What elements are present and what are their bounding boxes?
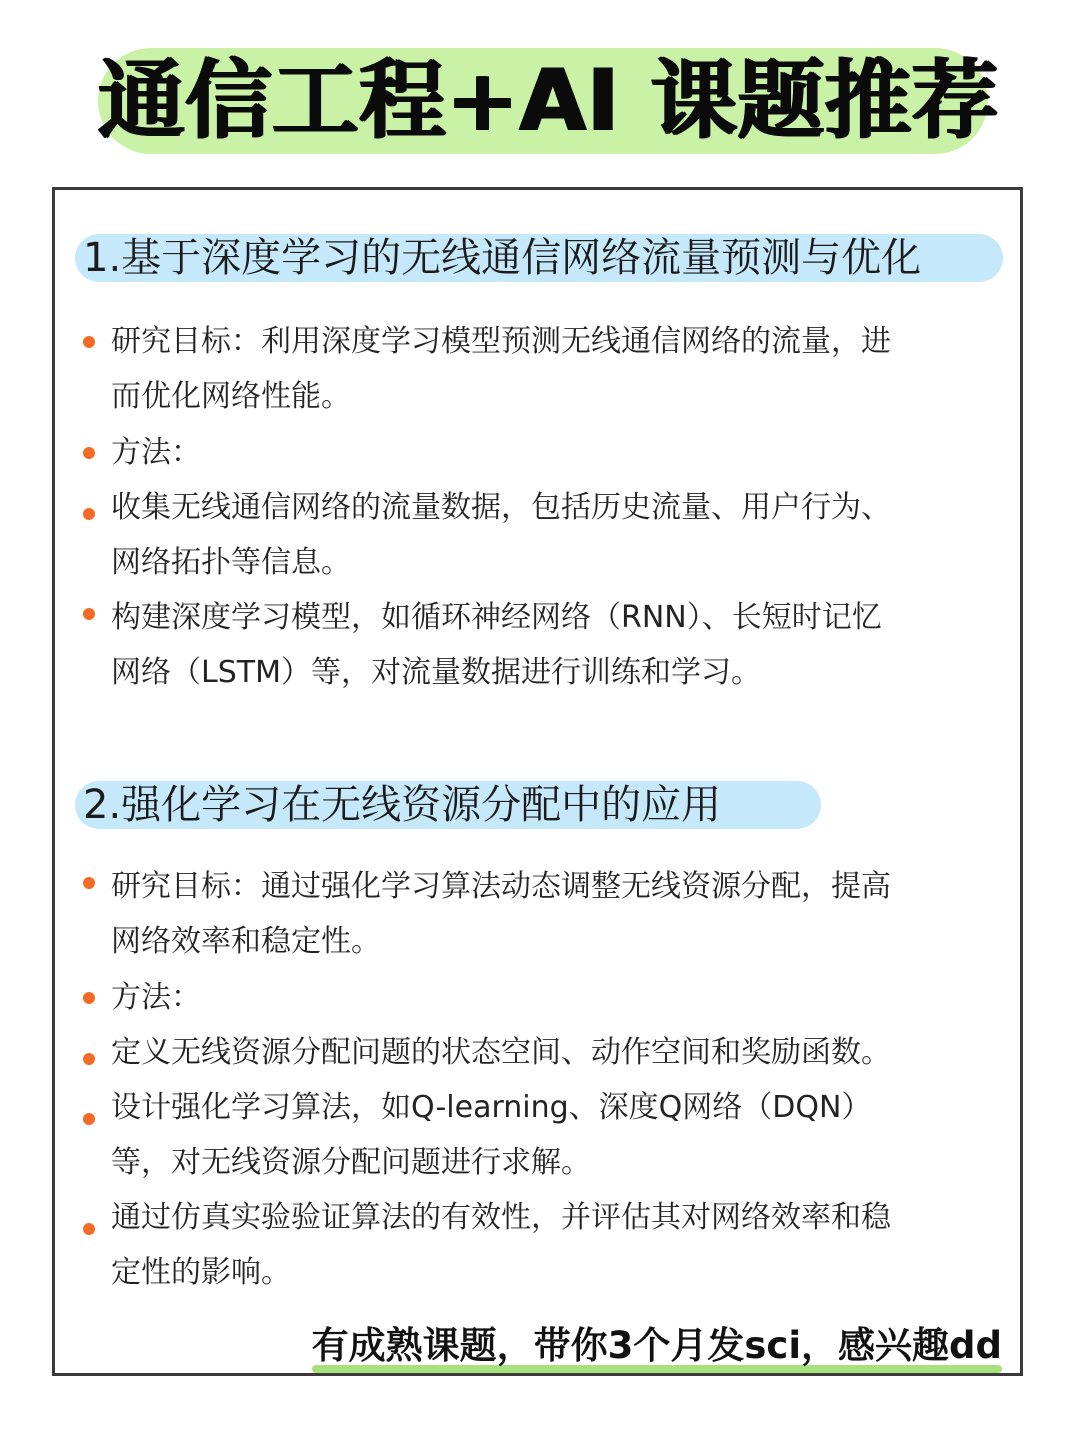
bullet-dot-icon: [83, 508, 95, 520]
bullet-dot-icon: [83, 1113, 95, 1125]
page-title: [98, 42, 999, 160]
bullet-line: 方法：: [111, 980, 201, 1015]
bullet-dot-icon: [83, 336, 95, 348]
bullet-line: 通过仿真实验验证算法的有效性，并评估其对网络效率和稳: [111, 1200, 891, 1235]
bullet-line: 定义无线资源分配问题的状态空间、动作空间和奖励函数。: [111, 1035, 891, 1070]
bullet-line: 收集无线通信网络的流量数据，包括历史流量、用户行为、: [111, 490, 891, 525]
bullet-line: 而优化网络性能。: [111, 379, 351, 414]
bullet-dot-icon: [83, 1223, 95, 1235]
bullet-dot-icon: [83, 1053, 95, 1065]
bullet-line: 定性的影响。: [111, 1255, 291, 1290]
bullet-line: 设计强化学习算法，如Q-learning、深度Q网络（DQN）: [111, 1090, 872, 1125]
bullet-line: 研究目标：利用深度学习模型预测无线通信网络的流量，进: [111, 324, 891, 359]
content-card: [52, 187, 1023, 1376]
footer-note: 有成熟课题，带你3个月发sci，感兴趣dd: [312, 1323, 1002, 1373]
bullet-dot-icon: [83, 992, 95, 1004]
bullet-line: 方法：: [111, 435, 201, 470]
bullet-line: 网络拓扑等信息。: [111, 545, 351, 580]
bullet-line: 研究目标：通过强化学习算法动态调整无线资源分配，提高: [111, 869, 891, 904]
bullet-dot-icon: [83, 608, 95, 620]
bullet-line: 等，对无线资源分配问题进行求解。: [111, 1145, 591, 1180]
section-1-heading: 1.基于深度学习的无线通信网络流量预测与优化: [75, 228, 921, 288]
bullet-line: 网络效率和稳定性。: [111, 924, 381, 959]
bullet-dot-icon: [83, 877, 95, 889]
section-2-heading: 2.强化学习在无线资源分配中的应用: [75, 775, 721, 835]
bullet-line: 网络（LSTM）等，对流量数据进行训练和学习。: [111, 655, 761, 690]
page-title-text: 通信工程+AI 课题推荐: [98, 51, 999, 151]
bullet-dot-icon: [83, 447, 95, 459]
bullet-line: 构建深度学习模型，如循环神经网络（RNN）、长短时记忆: [111, 600, 882, 635]
